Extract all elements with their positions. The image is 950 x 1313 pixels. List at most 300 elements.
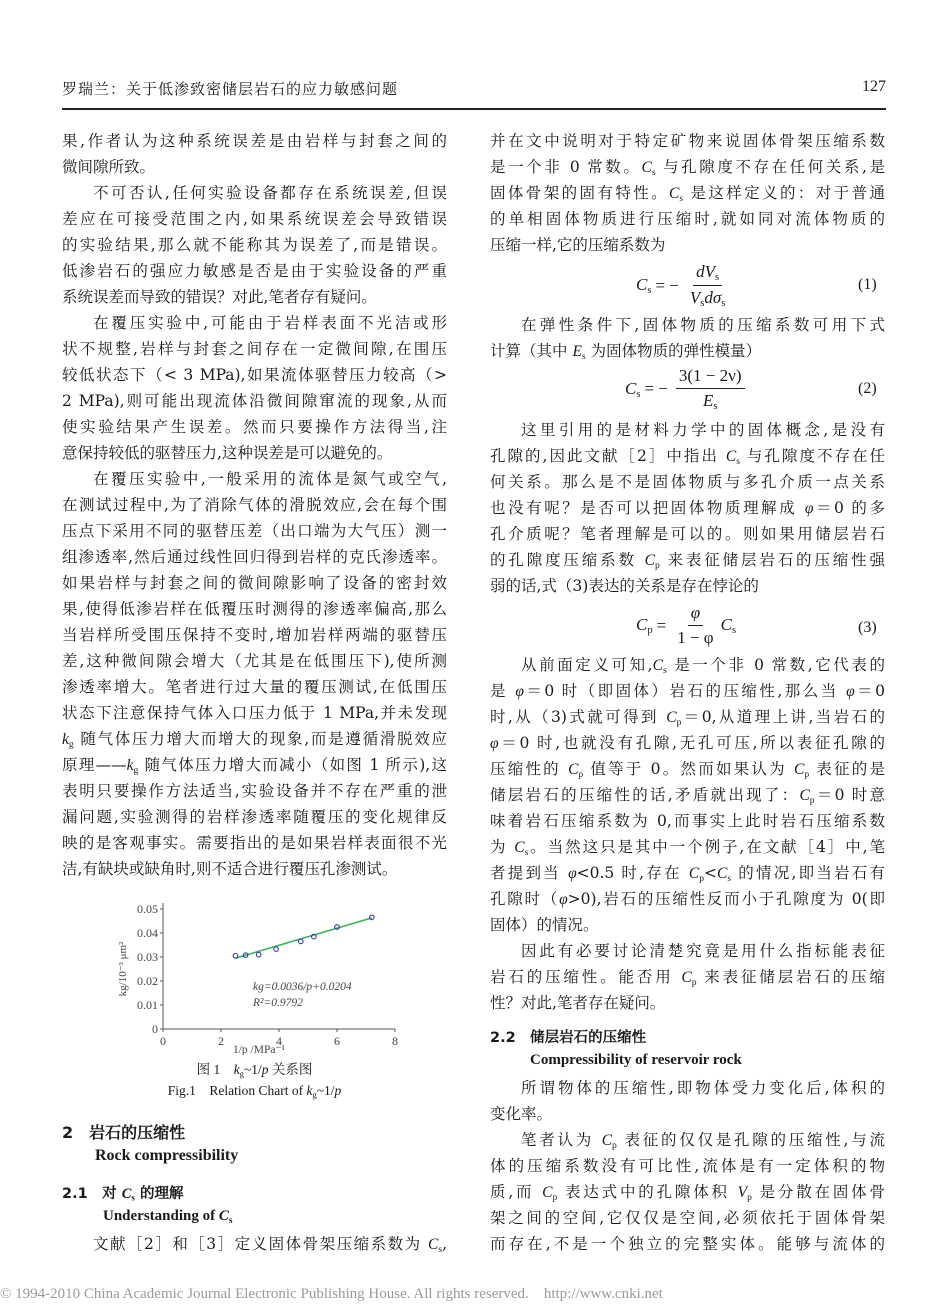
math-variable bbox=[726, 448, 740, 465]
math-variable bbox=[335, 1083, 342, 1098]
text-line bbox=[62, 570, 447, 596]
math-variable bbox=[738, 1184, 752, 1201]
lhs bbox=[636, 615, 653, 636]
num-var-symbol: dV bbox=[696, 262, 716, 281]
section-2-1-heading bbox=[62, 1182, 183, 1203]
figure-1-chart bbox=[110, 895, 410, 1055]
variable-subscript: s bbox=[679, 192, 684, 204]
text-run: 固体）的情况。 bbox=[490, 916, 599, 934]
text-line bbox=[490, 704, 885, 730]
text-run: 2.1 对 bbox=[62, 1186, 122, 1202]
text-line bbox=[490, 1153, 885, 1179]
text-run: 漏问题,实验测得的岩样渗透率随覆压的变化规律反 bbox=[62, 808, 447, 826]
variable-subscript: s bbox=[524, 846, 529, 858]
text-line bbox=[490, 547, 885, 573]
variable-symbol: C bbox=[514, 839, 525, 856]
den-var-subscript: s bbox=[700, 298, 705, 310]
text-line bbox=[490, 782, 885, 808]
variable-subscript: p bbox=[691, 976, 697, 988]
text-run: 差,这种微间隙会增大（尤其是在低围压下),使所测 bbox=[62, 652, 447, 670]
text-run: 使实验结果产生误差。然而只要操作方法得当,注 bbox=[62, 418, 447, 436]
denominator bbox=[700, 389, 721, 412]
variable-symbol: p bbox=[261, 1062, 269, 1077]
text-run: 表明只要操作方法适当,实验设备并不存在严重的泄 bbox=[62, 782, 447, 800]
variable-symbol: E bbox=[572, 343, 582, 360]
den-tail-subscript: s bbox=[721, 298, 726, 310]
text-run: 为 bbox=[490, 838, 515, 856]
figure-caption-en bbox=[62, 1079, 447, 1100]
text-run: 果,使得低渗岩样在低覆压时测得的渗透率偏高,那么 bbox=[62, 600, 447, 618]
fraction bbox=[676, 366, 745, 412]
math-variable bbox=[799, 787, 814, 804]
tail-var bbox=[721, 615, 736, 636]
y-tick-label: 0.04 bbox=[137, 926, 158, 940]
text-run: < bbox=[704, 864, 718, 882]
math-variable bbox=[645, 552, 660, 569]
variable-symbol: C bbox=[218, 1208, 229, 1224]
text-line bbox=[490, 652, 885, 678]
lhs bbox=[625, 379, 640, 400]
text-run: 的理解 bbox=[134, 1186, 184, 1202]
left-column-text bbox=[62, 128, 447, 882]
y-axis-label: kg/10⁻³ μm² bbox=[117, 941, 129, 997]
text-line bbox=[490, 990, 885, 1016]
text-line bbox=[490, 1101, 885, 1127]
text-run: ＝0 的多 bbox=[813, 499, 885, 517]
text-run: 不可否认,任何实验设备都存在系统误差,但误 bbox=[93, 184, 447, 202]
variable-subscript: s bbox=[438, 1243, 443, 1255]
text-line bbox=[490, 886, 885, 912]
text-run: 固体骨架的固有特性。 bbox=[490, 184, 670, 202]
x-tick-label: 0 bbox=[160, 1034, 166, 1048]
variable-subscript: p bbox=[676, 716, 682, 728]
y-tick-label: 0.03 bbox=[137, 950, 158, 964]
variable-symbol: C bbox=[121, 1186, 132, 1202]
variable-subscript: p bbox=[654, 559, 660, 571]
text-line bbox=[62, 622, 447, 648]
variable-symbol: φ bbox=[568, 865, 577, 882]
variable-symbol: C bbox=[652, 657, 663, 674]
page-number: 127 bbox=[862, 78, 886, 95]
lhs-subscript: s bbox=[636, 388, 641, 400]
text-run: 体的压缩系数没有可比性,流体是有一定体积的物 bbox=[490, 1157, 885, 1175]
math-variable bbox=[515, 683, 524, 700]
num-var-subscript: s bbox=[715, 272, 720, 284]
lhs-symbol: C bbox=[636, 614, 648, 634]
variable-symbol: C bbox=[427, 1236, 439, 1253]
text-line bbox=[62, 388, 447, 414]
variable-subscript: g bbox=[239, 1069, 244, 1079]
text-run: 来表征储层岩石的压缩 bbox=[696, 968, 885, 986]
text-run: 储层岩石的压缩性的话,矛盾就出现了： bbox=[490, 786, 800, 804]
text-run: 为固体物质的弹性模量） bbox=[585, 342, 762, 360]
section-2-1-first-line bbox=[62, 1231, 447, 1257]
copyright-text: © 1994-2010 China Academic Journal Electronic Publishing House. All rights reserved. bbox=[0, 1286, 529, 1302]
x-tick-label: 6 bbox=[334, 1034, 340, 1048]
x-tick-label: 4 bbox=[276, 1034, 282, 1048]
denominator-text: 1 − φ bbox=[677, 628, 714, 647]
variable-subscript: p bbox=[578, 768, 584, 780]
variable-symbol: C bbox=[669, 185, 680, 202]
variable-symbol: C bbox=[666, 709, 677, 726]
text-run: 并在文中说明对于特定矿物来说固体骨架压缩系数 bbox=[490, 132, 885, 150]
variable-symbol: C bbox=[601, 1132, 613, 1149]
text-run: ~1/ bbox=[243, 1062, 262, 1077]
text-line bbox=[62, 336, 447, 362]
denominator bbox=[687, 286, 729, 309]
lhs bbox=[636, 275, 651, 296]
text-line bbox=[490, 521, 885, 547]
text-line bbox=[62, 778, 447, 804]
math-variable bbox=[568, 865, 577, 882]
text-line bbox=[62, 726, 447, 752]
text-line bbox=[490, 1231, 885, 1257]
text-line bbox=[490, 808, 885, 834]
text-run: 果,作者认为这种系统误差是由岩样与封套之间的 bbox=[62, 132, 447, 150]
text-line bbox=[62, 648, 447, 674]
variable-subscript: p bbox=[804, 768, 810, 780]
math-variable bbox=[262, 1062, 269, 1077]
text-run: 的实验结果,那么就不能称其为误差了,而是错误。 bbox=[62, 236, 447, 254]
text-run: 质,而 bbox=[490, 1183, 543, 1201]
variable-symbol: φ bbox=[559, 891, 568, 908]
variable-subscript: p bbox=[699, 872, 705, 884]
text-run: 随气体压力增大而增大的现象,而是遵循滑脱效应 bbox=[73, 730, 447, 748]
text-line bbox=[490, 912, 885, 938]
text-run: 文献［2］和［3］定义固体骨架压缩系数为 bbox=[93, 1235, 428, 1253]
text-line bbox=[62, 830, 447, 856]
section-2-1-heading-en bbox=[103, 1208, 233, 1226]
y-tick-label: 0.01 bbox=[137, 998, 158, 1012]
den-var-symbol: V bbox=[689, 288, 701, 308]
math-variable bbox=[234, 1062, 244, 1077]
text-run: 孔隙时（ bbox=[490, 890, 560, 908]
text-line bbox=[62, 752, 447, 778]
text-line bbox=[490, 573, 885, 599]
text-line bbox=[490, 756, 885, 782]
variable-symbol: C bbox=[688, 865, 700, 882]
y-tick-label: 0.05 bbox=[137, 902, 158, 916]
text-run: 是一个非 0 常数。 bbox=[490, 158, 642, 176]
variable-subscript: s bbox=[131, 1192, 135, 1203]
text-run: ＝0 时,也就没有孔隙,无孔可压,所以表征孔隙的 bbox=[498, 734, 885, 752]
equation-3 bbox=[636, 603, 736, 648]
text-line bbox=[62, 310, 447, 336]
text-run: 笔者认为 bbox=[521, 1131, 602, 1149]
text-run: 是这样定义的：对于普通 bbox=[683, 184, 885, 202]
text-run: 渗透率增大。笔者进行过大量的覆压测试,在低围压 bbox=[62, 678, 447, 696]
text-line bbox=[62, 1231, 447, 1257]
text-line bbox=[490, 312, 885, 338]
text-run: 是 bbox=[490, 682, 516, 700]
text-run: 也没有呢？是否可以把固体物质理解成 bbox=[490, 499, 805, 517]
text-run: 低渗岩石的强应力敏感是否是由于实验设备的严重 bbox=[62, 262, 447, 280]
text-line bbox=[62, 232, 447, 258]
lhs-symbol: C bbox=[625, 378, 637, 398]
text-line bbox=[490, 1205, 885, 1231]
text-line bbox=[490, 417, 885, 443]
den-tail-symbol: dσ bbox=[704, 288, 722, 308]
numerator-text: φ bbox=[690, 603, 701, 622]
math-variable bbox=[689, 865, 704, 882]
text-run: 图 1 bbox=[196, 1062, 234, 1077]
text-line bbox=[62, 440, 447, 466]
lhs-symbol: C bbox=[636, 275, 648, 295]
tail-var-subscript: s bbox=[731, 625, 737, 637]
text-run: ＝0 时（即固体）岩石的压缩性,那么当 bbox=[523, 682, 847, 700]
text-run: 关系图 bbox=[268, 1062, 313, 1077]
text-run: 性？对此,笔者存在疑问。 bbox=[490, 994, 666, 1012]
text-run: ＝0,从道理上讲,当岩石的 bbox=[681, 708, 885, 726]
text-run: 表征的是 bbox=[809, 760, 885, 778]
text-run: 表达式中的孔隙体积 bbox=[557, 1183, 738, 1201]
text-run: 意保持较低的驱替压力,这种误差是可以避免的。 bbox=[62, 444, 393, 462]
math-variable bbox=[794, 761, 809, 778]
variable-symbol: V bbox=[737, 1184, 748, 1201]
equation-3-number: (3) bbox=[858, 619, 877, 636]
text-run: 2 MPa),则可能出现流体沿微间隙窜流的现象,从而 bbox=[62, 392, 447, 410]
numerator bbox=[676, 366, 745, 389]
equation-1 bbox=[636, 262, 732, 309]
variable-subscript: g bbox=[68, 738, 74, 750]
data-point bbox=[274, 947, 279, 952]
variable-symbol: C bbox=[799, 787, 810, 804]
math-variable bbox=[490, 735, 499, 752]
math-variable bbox=[127, 757, 139, 774]
text-line bbox=[490, 180, 885, 206]
variable-symbol: C bbox=[644, 552, 655, 569]
variable-subscript: p bbox=[552, 1191, 558, 1203]
r-squared: R²=0.9792 bbox=[253, 997, 303, 1009]
math-variable bbox=[568, 761, 583, 778]
equals-sign: = − bbox=[644, 379, 668, 399]
numerator bbox=[693, 262, 722, 286]
y-tick-label: 0 bbox=[152, 1022, 158, 1036]
variable-subscript: s bbox=[662, 664, 667, 676]
text-run: 所谓物体的压缩性,即物体受力变化后,体积的 bbox=[521, 1079, 885, 1097]
text-run: 在测试过程中,为了消除气体的滑脱效应,会在每个围 bbox=[62, 496, 447, 514]
text-line bbox=[62, 492, 447, 518]
header-rule bbox=[62, 108, 886, 110]
text-run: 差应在可接受范围之内,如果系统误差会导致错误 bbox=[62, 210, 447, 228]
lhs-subscript: p bbox=[647, 625, 653, 637]
math-variable bbox=[653, 657, 667, 674]
den-tail bbox=[704, 288, 726, 310]
variable-symbol: φ bbox=[490, 735, 499, 752]
text-run: 系统误差而导致的错误？对此,笔者存有疑问。 bbox=[62, 288, 377, 306]
right-text-block-5 bbox=[490, 1075, 885, 1257]
numerator bbox=[688, 603, 703, 626]
variable-subscript: s bbox=[727, 872, 732, 884]
text-line bbox=[490, 206, 885, 232]
text-run: 微间隙所致。 bbox=[62, 158, 156, 176]
fraction bbox=[674, 603, 716, 648]
text-run: 的情况,即当岩石有 bbox=[731, 864, 885, 882]
text-run: 在覆压实验中,可能由于岩样表面不光洁或形 bbox=[93, 314, 447, 332]
section-2-2-heading-en: Compressibility of reservoir rock bbox=[530, 1052, 742, 1068]
text-run: ~1/ bbox=[316, 1083, 335, 1098]
text-run: 在覆压实验中,一般采用的流体是氮气或空气, bbox=[93, 470, 447, 488]
text-run: 。当然这只是其中一个例子,在文献［4］中,笔 bbox=[528, 838, 886, 856]
den-var-symbol: E bbox=[702, 391, 714, 410]
text-line bbox=[490, 232, 885, 258]
text-line bbox=[62, 466, 447, 492]
text-run: 在弹性条件下,固体物质的压缩系数可用下式 bbox=[521, 316, 885, 334]
variable-symbol: k bbox=[306, 1083, 313, 1098]
figure-caption-cn bbox=[62, 1058, 447, 1079]
math-variable bbox=[572, 343, 585, 360]
text-run: >0),岩石的压缩性反而小于孔隙度为 0(即 bbox=[567, 890, 885, 908]
text-run: 岩石的压缩性。能否用 bbox=[490, 968, 682, 986]
variable-symbol: φ bbox=[515, 683, 524, 700]
text-run: 因此有必要讨论清楚究竟是用什么指标能表征 bbox=[521, 942, 885, 960]
text-run: <0.5 时,存在 bbox=[576, 864, 689, 882]
text-run: 变化率。 bbox=[490, 1105, 553, 1123]
math-variable bbox=[542, 1184, 557, 1201]
text-run: ＝0 bbox=[854, 682, 885, 700]
text-run: 何关系。那么是不是固体物质与多孔介质一点关系 bbox=[490, 473, 885, 491]
running-title: 罗瑞兰：关于低渗致密储层岩石的应力敏感问题 bbox=[62, 80, 399, 98]
numerator-text: 3(1 − 2ν) bbox=[678, 366, 742, 385]
text-line bbox=[490, 834, 885, 860]
tail-var-symbol: C bbox=[720, 614, 732, 634]
math-variable bbox=[514, 839, 528, 856]
y-tick-label: 0.02 bbox=[137, 974, 158, 988]
num-var bbox=[696, 262, 720, 284]
math-variable bbox=[219, 1208, 233, 1224]
math-variable bbox=[602, 1132, 617, 1149]
text-line bbox=[490, 443, 885, 469]
variable-subscript: p bbox=[612, 1139, 617, 1151]
variable-subscript: s bbox=[736, 455, 740, 467]
text-run: 味着岩石压缩系数为 0,而事实上此时岩石压缩系数 bbox=[490, 812, 885, 830]
text-run: 是一个非 0 常数,它代表的 bbox=[666, 656, 885, 674]
text-line bbox=[490, 860, 885, 886]
text-run: 压点下采用不同的驱替压差（出口端为大气压）测一 bbox=[62, 522, 447, 540]
text-line bbox=[490, 938, 885, 964]
data-point bbox=[370, 915, 375, 920]
text-run: 如果岩样与封套之间的微间隙影响了设备的密封效 bbox=[62, 574, 447, 592]
math-variable bbox=[641, 159, 655, 176]
text-run: 与孔隙度不存在任何关系,是 bbox=[655, 158, 886, 176]
text-line bbox=[62, 518, 447, 544]
text-line bbox=[62, 128, 447, 154]
text-line bbox=[62, 700, 447, 726]
text-line bbox=[490, 338, 885, 364]
math-variable bbox=[717, 865, 731, 882]
equation-2-number: (2) bbox=[858, 380, 877, 397]
right-text-block-4 bbox=[490, 652, 885, 1016]
text-line bbox=[490, 1179, 885, 1205]
variable-subscript: p bbox=[809, 794, 815, 806]
right-text-block-2 bbox=[490, 312, 885, 364]
text-run: 是分散在固体骨 bbox=[751, 1183, 885, 1201]
text-run: 压缩一样,它的压缩系数为 bbox=[490, 236, 666, 254]
math-variable bbox=[681, 969, 696, 986]
text-line bbox=[490, 964, 885, 990]
text-run: 表征的仅仅是孔隙的压缩性,与流 bbox=[616, 1131, 885, 1149]
text-line bbox=[62, 414, 447, 440]
den-var bbox=[702, 391, 718, 413]
text-run: 而存在,不是一个独立的完整实体。能够与流体的 bbox=[490, 1235, 885, 1253]
variable-symbol: k bbox=[126, 757, 134, 774]
variable-subscript: g bbox=[312, 1090, 317, 1100]
denominator bbox=[674, 626, 716, 648]
text-run: 架之间的空间,它仅仅是空间,必须依托于固体骨架 bbox=[490, 1209, 885, 1227]
fit-equation: kg=0.0036/p+0.0204 bbox=[253, 981, 352, 993]
text-line bbox=[62, 180, 447, 206]
text-run: 压缩性的 bbox=[490, 760, 569, 778]
text-line bbox=[62, 804, 447, 830]
math-variable bbox=[666, 709, 681, 726]
variable-symbol: k bbox=[233, 1062, 240, 1077]
x-tick-label: 2 bbox=[218, 1034, 224, 1048]
variable-symbol: p bbox=[334, 1083, 342, 1098]
text-line bbox=[490, 128, 885, 154]
x-tick-label: 8 bbox=[392, 1034, 398, 1048]
right-text-block-3 bbox=[490, 417, 885, 599]
text-line bbox=[490, 1127, 885, 1153]
text-run: 状不规整,岩样与封套之间存在一定微间隙,在围压 bbox=[62, 340, 447, 358]
fraction bbox=[687, 262, 729, 309]
text-run: 洁,有缺块或缺角时,则不适合进行覆压孔渗测试。 bbox=[62, 860, 398, 878]
data-point bbox=[256, 952, 261, 957]
cnki-url: http://www.cnki.net bbox=[543, 1286, 663, 1302]
math-variable bbox=[669, 185, 683, 202]
text-run: 状态下注意保持气体入口压力低于 1 MPa,并未发现 bbox=[62, 704, 447, 722]
text-line bbox=[62, 544, 447, 570]
math-variable bbox=[122, 1186, 135, 1202]
variable-symbol: C bbox=[641, 159, 652, 176]
text-line bbox=[490, 678, 885, 704]
text-line bbox=[62, 362, 447, 388]
math-variable bbox=[846, 683, 855, 700]
variable-symbol: C bbox=[568, 761, 579, 778]
text-line bbox=[62, 596, 447, 622]
trend-line bbox=[236, 918, 372, 958]
right-text-block-1 bbox=[490, 128, 885, 258]
text-line bbox=[490, 469, 885, 495]
text-run: 当岩样所受围压保持不变时,增加岩样两端的驱替压 bbox=[62, 626, 447, 644]
text-run: Fig.1 Relation Chart of bbox=[167, 1083, 307, 1098]
x-axis-label: 1/p /MPa⁻¹ bbox=[232, 1044, 286, 1055]
text-run: 来表征储层岩石的压缩性强 bbox=[659, 551, 885, 569]
text-run: 这里引用的是材料力学中的固体概念,是没有 bbox=[521, 421, 885, 439]
math-variable bbox=[62, 731, 74, 748]
variable-subscript: s bbox=[581, 350, 586, 362]
text-run: 从前面定义可知, bbox=[521, 656, 653, 674]
text-run: 映的是客观事实。需要指出的是如果岩样表面很不光 bbox=[62, 834, 447, 852]
text-run: 值等于 0。然而如果认为 bbox=[583, 760, 795, 778]
text-run: 随气体压力增大而减小（如图 1 所示),这 bbox=[138, 756, 447, 774]
lhs-subscript: s bbox=[647, 285, 652, 297]
section-2-heading-en: Rock compressibility bbox=[95, 1147, 239, 1164]
text-run: 者提到当 bbox=[490, 864, 569, 882]
text-line bbox=[490, 154, 885, 180]
variable-symbol: k bbox=[62, 731, 69, 748]
variable-subscript: s bbox=[228, 1215, 233, 1226]
variable-symbol: C bbox=[717, 865, 728, 882]
text-line bbox=[62, 674, 447, 700]
variable-symbol: φ bbox=[846, 683, 855, 700]
text-run: 计算（其中 bbox=[490, 342, 573, 360]
equation-2 bbox=[625, 366, 749, 412]
text-run: 弱的话,式（3)表达的关系是存在悖论的 bbox=[490, 577, 759, 595]
copyright-footer bbox=[0, 1286, 950, 1303]
running-header bbox=[62, 76, 886, 100]
variable-subscript: s bbox=[651, 166, 656, 178]
math-variable bbox=[428, 1236, 442, 1253]
